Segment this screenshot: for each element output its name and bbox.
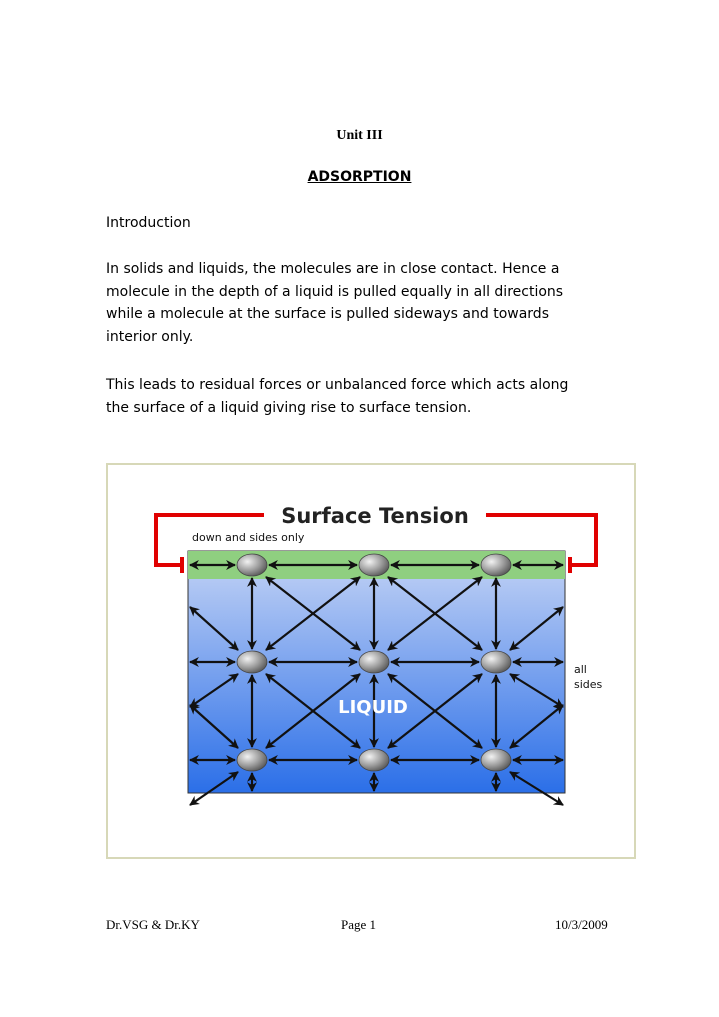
figure-title: Surface Tension xyxy=(281,504,469,528)
side-label-all: all xyxy=(574,663,587,676)
molecule xyxy=(359,749,389,771)
paragraph-line: This leads to residual forces or unbalanced force which acts along xyxy=(106,377,569,393)
paragraph-2 xyxy=(106,374,666,419)
section-heading: Introduction xyxy=(106,215,191,231)
paragraph-line: while a molecule at the surface is pulled sideways and towards xyxy=(106,306,549,323)
paragraph-line: the surface of a liquid giving rise to surface tension. xyxy=(106,399,472,416)
top-label: down and sides only xyxy=(192,531,305,544)
footer-date: 10/3/2009 xyxy=(555,917,608,932)
molecule xyxy=(481,554,511,576)
unit-label: Unit III xyxy=(336,128,383,143)
surface-tension-figure xyxy=(106,463,636,859)
footer-authors: Dr.VSG & Dr.KY xyxy=(106,917,200,932)
paragraph-line: In solids and liquids, the molecules are in close contact. Hence a xyxy=(106,261,560,277)
paragraph-line: molecule in the depth of a liquid is pulled equally in all directions xyxy=(106,283,564,300)
molecule xyxy=(237,554,267,576)
molecule xyxy=(237,651,267,673)
liquid-label: LIQUID xyxy=(338,697,408,718)
surface-tension-diagram xyxy=(108,465,634,857)
paragraph-line: interior only. xyxy=(106,329,194,346)
paragraph-1 xyxy=(106,258,666,349)
molecule xyxy=(359,554,389,576)
page-title: ADSORPTION xyxy=(307,169,412,185)
molecule xyxy=(481,749,511,771)
molecule xyxy=(359,651,389,673)
molecule xyxy=(237,749,267,771)
footer-page-number: Page 1 xyxy=(341,917,377,932)
side-label-sides: sides xyxy=(574,678,603,691)
molecule xyxy=(481,651,511,673)
